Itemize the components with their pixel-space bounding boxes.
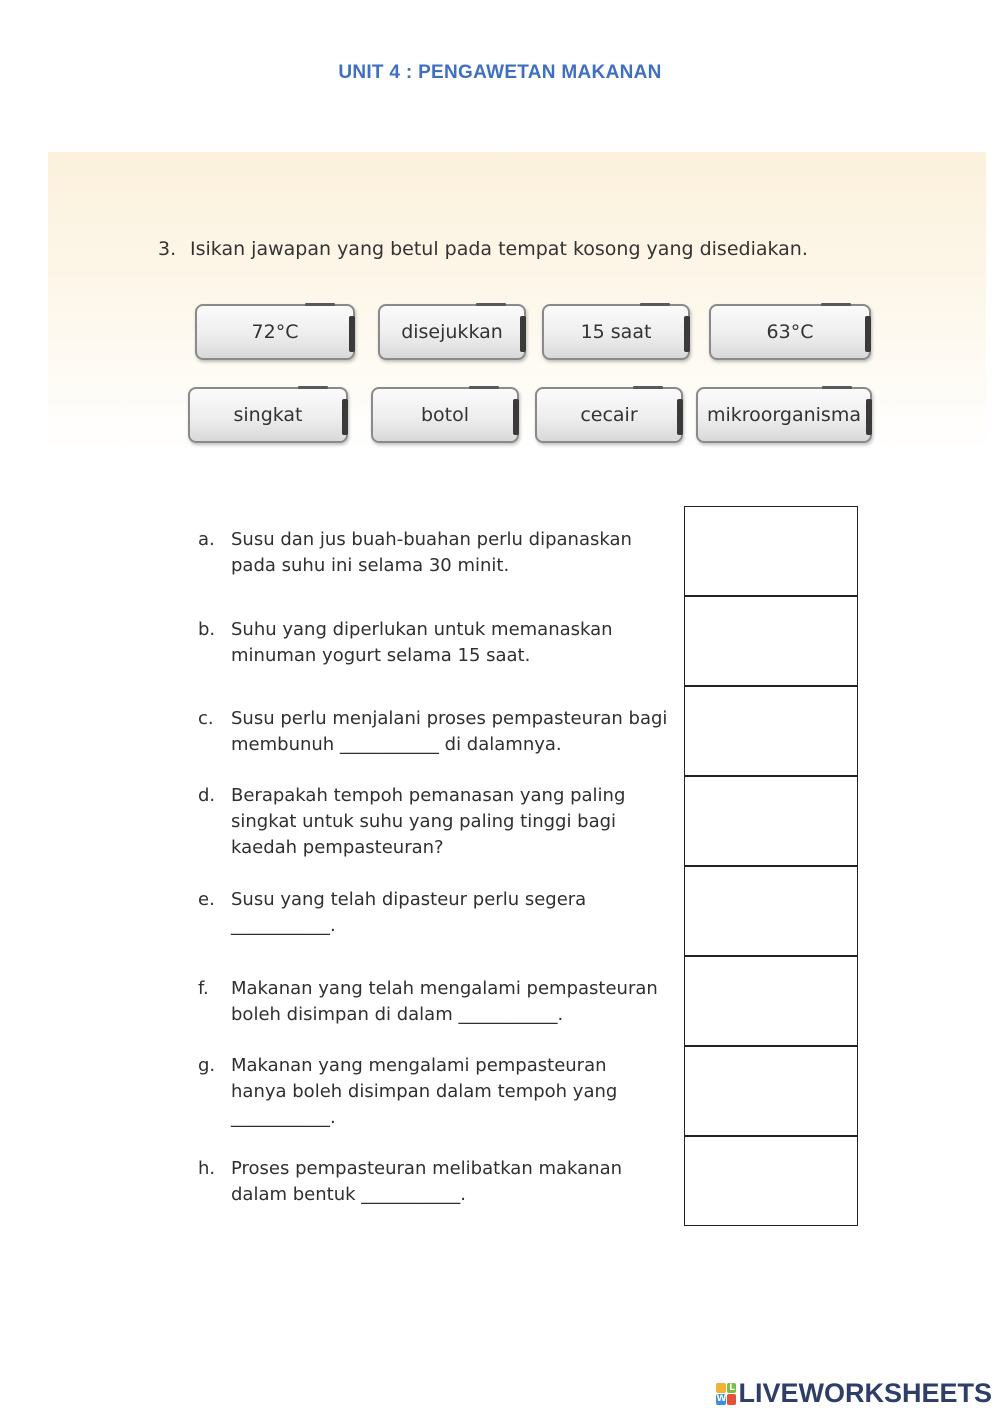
list-item [198, 1156, 678, 1208]
item-letter: c. [198, 708, 214, 729]
item-text: Makanan yang telah mengalami pempasteuran boleh disimpan di dalam ___________. [231, 978, 658, 1025]
list-item [198, 617, 678, 669]
word-chip[interactable]: mikroorganisma [696, 387, 872, 443]
item-letter: d. [198, 785, 216, 806]
item-text: Proses pempasteuran melibatkan makanan dalam bentuk ___________. [231, 1158, 623, 1205]
question-text: Isikan jawapan yang betul pada tempat kosong yang disediakan. [190, 238, 808, 260]
word-chip[interactable]: cecair [535, 387, 683, 443]
item-letter: e. [198, 889, 215, 910]
list-item [198, 527, 678, 579]
word-chip[interactable]: 15 saat [542, 304, 690, 360]
item-text: Suhu yang diperlukan untuk memanaskan minuman yogurt selama 15 saat. [231, 619, 613, 666]
liveworksheets-logo [716, 1378, 992, 1409]
word-chip[interactable]: botol [371, 387, 519, 443]
logo-icon: L W [716, 1382, 735, 1404]
question-number: 3. [158, 238, 177, 260]
answer-box-f[interactable] [684, 956, 858, 1046]
item-text: Susu dan jus buah-buahan perlu dipanaskan pada suhu ini selama 30 minit. [231, 529, 632, 576]
word-chip[interactable]: 63°C [709, 304, 871, 360]
answer-box-a[interactable] [684, 506, 858, 596]
list-item [198, 887, 678, 939]
list-item [198, 706, 678, 758]
question-instruction [158, 238, 808, 260]
word-chip[interactable]: singkat [188, 387, 348, 443]
item-text: Susu perlu menjalani proses pempasteuran bagi membunuh ___________ di dalamnya. [231, 708, 668, 755]
item-letter: b. [198, 619, 216, 640]
item-letter: g. [198, 1055, 216, 1076]
word-chip[interactable]: disejukkan [378, 304, 526, 360]
answer-box-e[interactable] [684, 866, 858, 956]
brand-name: LIVEWORKSHEETS [738, 1378, 992, 1408]
page-title: UNIT 4 : PENGAWETAN MAKANAN [338, 62, 662, 83]
answer-box-h[interactable] [684, 1136, 858, 1226]
answer-box-c[interactable] [684, 686, 858, 776]
item-letter: a. [198, 529, 215, 550]
list-item [198, 976, 678, 1028]
list-item [198, 1053, 678, 1131]
answer-box-d[interactable] [684, 776, 858, 866]
word-chip[interactable]: 72°C [195, 304, 355, 360]
list-item [198, 783, 678, 861]
answer-box-b[interactable] [684, 596, 858, 686]
item-letter: h. [198, 1158, 216, 1179]
item-letter: f. [198, 978, 209, 999]
item-text: Berapakah tempoh pemanasan yang paling singkat untuk suhu yang paling tinggi bagi kaedah pempasteuran? [231, 785, 626, 858]
answer-box-g[interactable] [684, 1046, 858, 1136]
item-text: Susu yang telah dipasteur perlu segera ___________. [231, 889, 587, 936]
item-text: Makanan yang mengalami pempasteuran hanya boleh disimpan dalam tempoh yang ___________. [231, 1055, 618, 1128]
